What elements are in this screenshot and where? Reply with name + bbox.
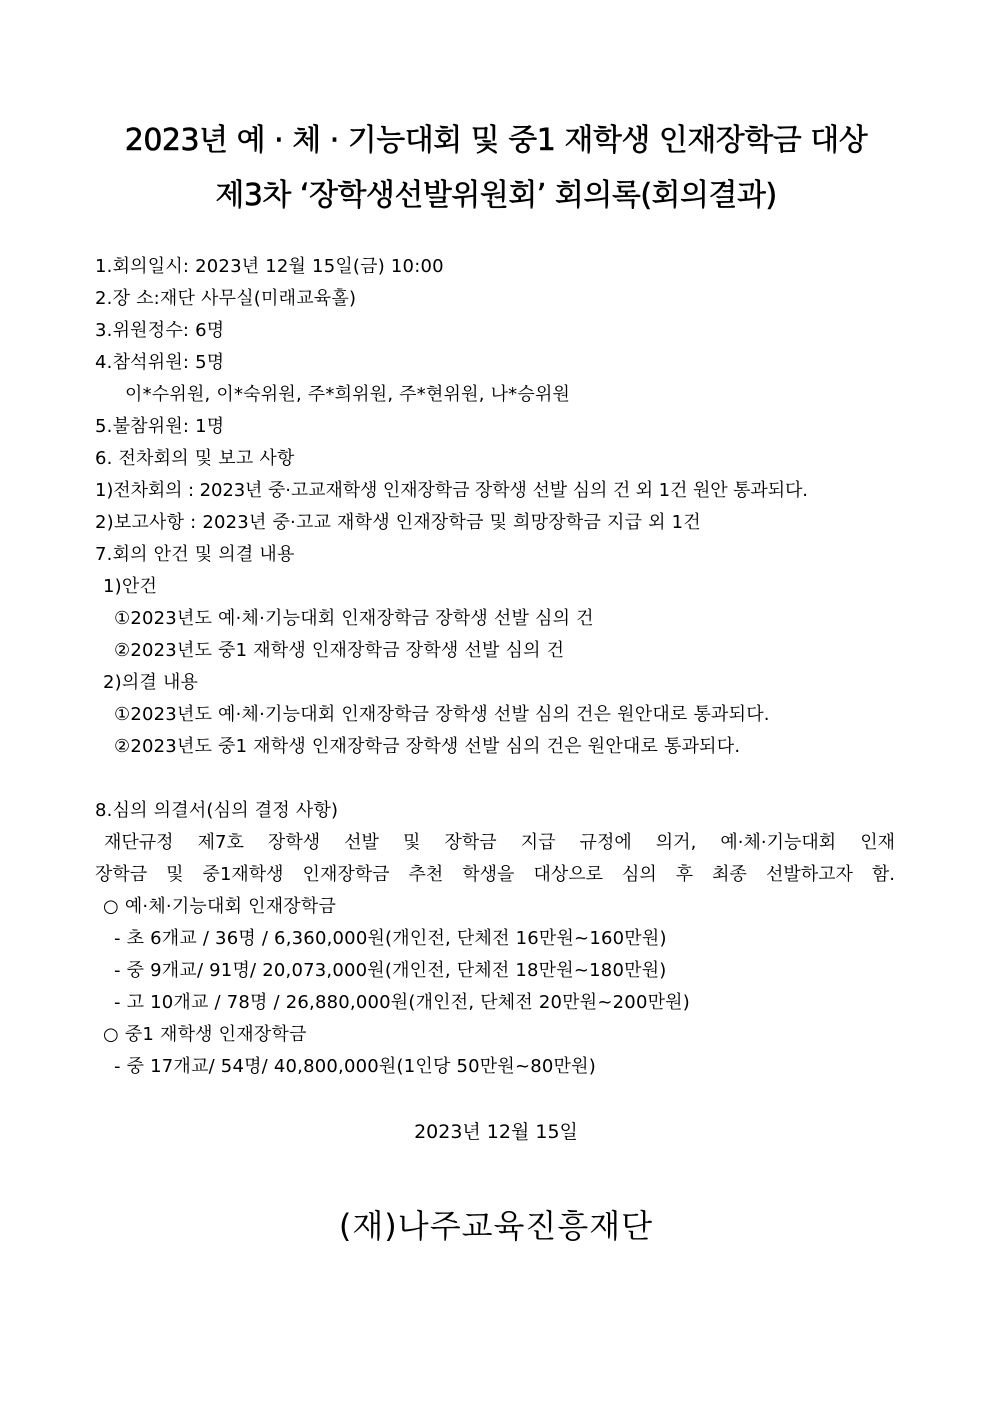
document-title-line1: 2023년 예 · 체 · 기능대회 및 중1 재학생 인재장학금 대상 [124, 123, 868, 158]
meeting-place: 2.장 소:재단 사무실(미래교육홀) [95, 288, 357, 309]
organization-name: (재)나주교육진흥재단 [338, 1207, 654, 1245]
absent-count: 5.불참위원: 1명 [95, 416, 225, 437]
agenda-heading: 1)안건 [103, 576, 158, 597]
document-date: 2023년 12월 15일 [414, 1121, 578, 1143]
agenda-item-1: ①2023년도 예·체·기능대회 인재장학금 장학생 선발 심의 건 [114, 608, 594, 629]
first-grade-scholarship-heading: ○ 중1 재학생 인재장학금 [103, 1024, 307, 1045]
section-7-heading: 7.회의 안건 및 의결 내용 [95, 544, 295, 565]
middle-school-row: - 중 9개교/ 91명/ 20,073,000원(개인전, 단체전 18만원~180만원) [114, 960, 667, 981]
elementary-school-row: - 초 6개교 / 36명 / 6,360,000원(개인전, 단체전 16만원~160만원) [114, 928, 667, 949]
agenda-item-2: ②2023년도 중1 재학생 인재장학금 장학생 선발 심의 건 [114, 640, 565, 661]
resolution-heading: 2)의결 내용 [103, 672, 199, 693]
attendees-count: 4.참석위원: 5명 [95, 352, 225, 373]
high-school-row: - 고 10개교 / 78명 / 26,880,000원(개인전, 단체전 20만원~200만원) [114, 992, 690, 1013]
arts-sports-scholarship-heading: ○ 예·체·기능대회 인재장학금 [103, 896, 337, 917]
resolution-item-2: ②2023년도 중1 재학생 인재장학금 장학생 선발 심의 건은 원안대로 통과되다. [114, 736, 741, 757]
deliberation-paragraph-line1: 재단규정 제7호 장학생 선발 및 장학금 지급 규정에 의거, 예·체·기능대회 인재 [104, 832, 895, 853]
section-8-heading: 8.심의 의결서(심의 결정 사항) [95, 800, 339, 821]
previous-meeting-item: 1)전차회의 : 2023년 중·고교재학생 인재장학금 장학생 선발 심의 건 외 1건 원안 통과되다. [95, 480, 808, 501]
deliberation-paragraph-line2: 장학금 및 중1재학생 인재장학금 추천 학생을 대상으로 심의 후 최종 선발하고자 함. [95, 864, 895, 885]
meeting-date: 1.회의일시: 2023년 12월 15일(금) 10:00 [95, 256, 444, 277]
first-grade-middle-school-row: - 중 17개교/ 54명/ 40,800,000원(1인당 50만원~80만원) [114, 1056, 596, 1077]
report-item: 2)보고사항 : 2023년 중·고교 재학생 인재장학금 및 희망장학금 지급 외 1건 [95, 512, 701, 533]
committee-quorum: 3.위원정수: 6명 [95, 320, 225, 341]
attendees-names: 이*수위원, 이*숙위원, 주*희위원, 주*현위원, 나*승위원 [125, 384, 571, 405]
resolution-item-1: ①2023년도 예·체·기능대회 인재장학금 장학생 선발 심의 건은 원안대로 통과되다. [114, 704, 770, 725]
document-title-line2: 제3차 ‘장학생선발위원회’ 회의록(회의결과) [215, 178, 777, 213]
section-6-heading: 6. 전차회의 및 보고 사항 [95, 448, 295, 469]
